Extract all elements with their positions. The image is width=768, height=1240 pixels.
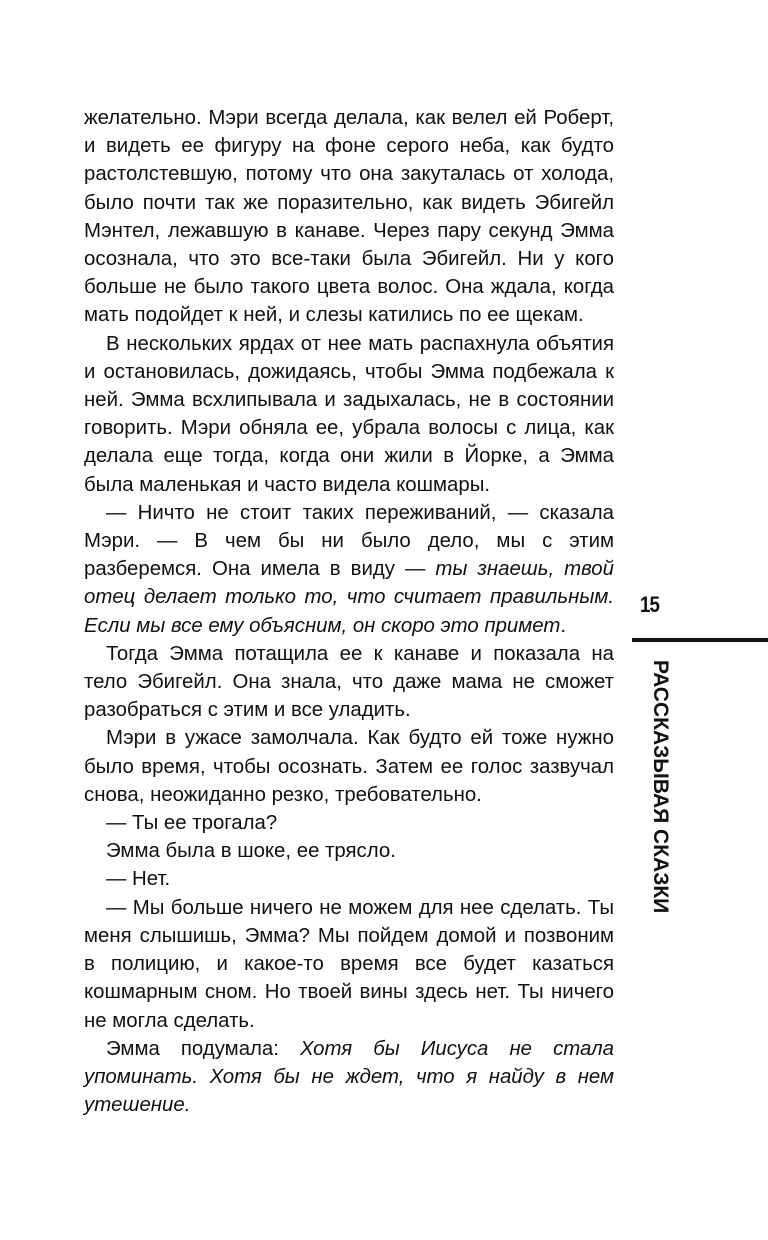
paragraph-9: — Мы больше ничего не можем для нее сделать. Ты меня слышишь, Эмма? Мы пойдем домой и позвоним в полицию, и какое-то время все будет казаться кошмарным сном. Но твоей вины здесь нет. Ты ничего не могла сделать. (84, 896, 614, 1032)
paragraph-10-italic: Хотя бы Иисуса не стала упоминать. Хотя бы не ждет, что я найду в нем утешение. (84, 1037, 614, 1117)
paragraph-8: — Нет. (106, 868, 171, 891)
paragraph-2: В нескольких ярдах от нее мать распахнула объятия и остановилась, дожидаясь, чтобы Эмма подбежала к ней. Эмма всхлипывала и задыхалась, не в состоянии говорить. Мэри обняла ее, убрала волосы с лица, как делала еще тогда, когда они жили в Йорке, а Эмма была маленькая и часто видела кошмары. (84, 332, 614, 496)
paragraph-7: Эмма была в шоке, ее трясло. (106, 840, 396, 863)
paragraph-4: Тогда Эмма потащила ее к канаве и показала на тело Эбигейл. Она знала, что даже мама не сможет разобраться с этим и все уладить. (84, 642, 614, 722)
paragraph-3-italic: ты знаешь, твой отец делает только то, что считает правильным. Если мы все ему объясним, он скоро это примет (84, 558, 614, 637)
running-title: РАССКАЗЫВАЯ СКАЗКИ (649, 660, 672, 914)
body-text (84, 104, 614, 1119)
paragraph-3-text: — Ничто не стоит таких переживаний, — сказала Мэри. — В чем бы ни было дело, мы с этим разберемся. Она имела в виду — (84, 501, 614, 581)
paragraph-3 (84, 499, 614, 640)
paragraph-10-text: Эмма подумала: (106, 1037, 301, 1060)
page-number: 15 (640, 592, 660, 617)
paragraph-3-tail: . (560, 614, 566, 637)
paragraph-10 (84, 1035, 614, 1120)
side-divider (632, 638, 768, 642)
paragraph-5: Мэри в ужасе замолчала. Как будто ей тоже нужно было время, чтобы осознать. Затем ее голос зазвучал снова, неожиданно резко, требовательно. (84, 727, 614, 806)
paragraph-1: желательно. Мэри всегда делала, как велел ей Роберт, и видеть ее фигуру на фоне серого неба, как будто растолстевшую, потому что она закуталась от холода, было почти так же поразительно, как видеть Эбигейл Мэнтел, лежавшую в канаве. Через пару секунд Эмма осознала, что это все-таки была Эбигейл. Ни у кого больше не было такого цвета волос. Она ждала, когда мать подойдет к ней, и слезы катились по ее щекам. (84, 107, 614, 327)
paragraph-6: — Ты ее трогала? (106, 812, 278, 835)
